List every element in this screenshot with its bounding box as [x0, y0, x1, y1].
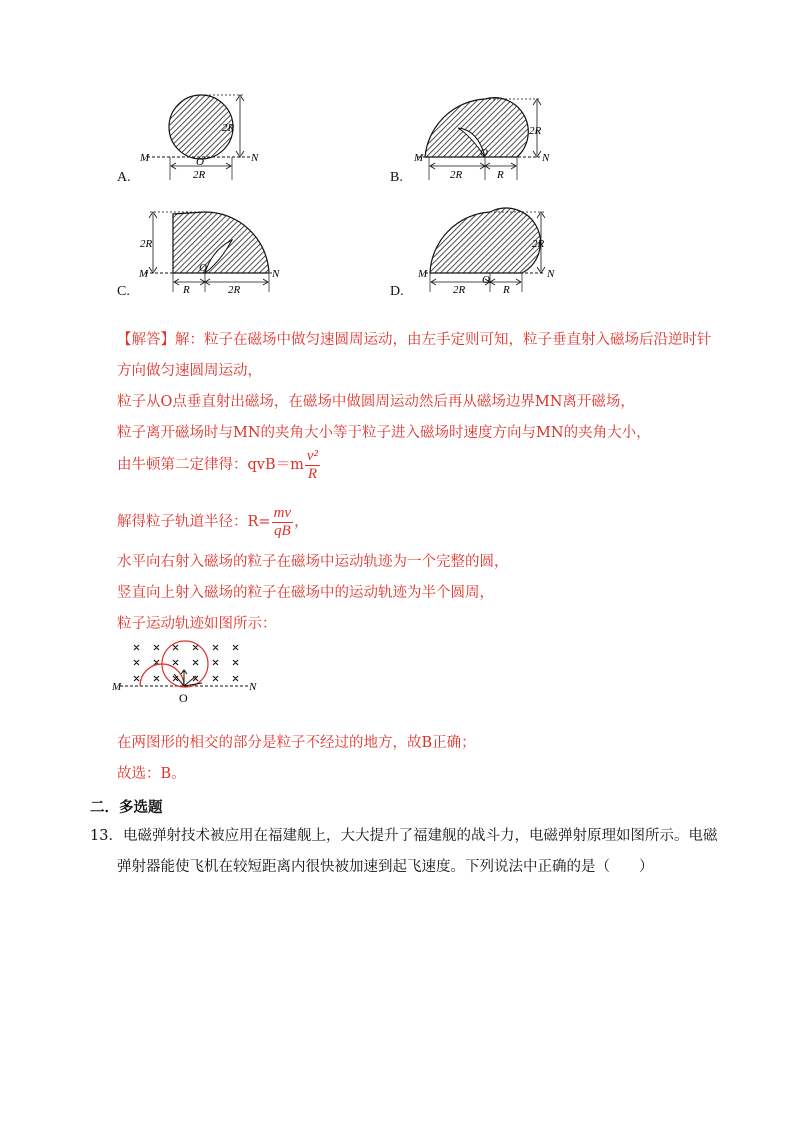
trajectory-label-o: O	[179, 691, 188, 705]
solution-line-7: 水平向右射入磁场的粒子在磁场中运动轨迹为一个完整的圆，	[117, 554, 509, 570]
svg-text:M: M	[414, 152, 424, 164]
question-13-line-1: 13．电磁弹射技术被应用在福建舰上，大大提升了福建舰的战斗力，电磁弹射原理如图所示。电磁	[90, 828, 718, 844]
trajectory-label-n: N	[249, 681, 257, 693]
solution-line-10: 在两图形的相交的部分是粒子不经过的地方，故B正确；	[117, 735, 476, 751]
solution-line-2: 方向做匀速圆周运动，	[117, 363, 262, 379]
svg-text:2R: 2R	[453, 284, 466, 296]
question-13-line-2: 弹射器能使飞机在较短距离内很快被加速到起飞速度。下列说法中正确的是（ ）	[117, 859, 654, 875]
svg-text:2R: 2R	[529, 125, 542, 137]
question-number: 13．	[90, 828, 123, 844]
solution-line-11: 故选：B。	[117, 766, 186, 782]
figure-a	[139, 95, 259, 181]
option-b-label[interactable]: B.	[390, 170, 403, 185]
section-title: 二．多选题	[90, 800, 163, 816]
figure-b	[413, 98, 550, 181]
svg-text:O: O	[480, 147, 488, 159]
svg-text:M: M	[139, 268, 149, 280]
trajectory-label-m: M	[112, 681, 122, 693]
newton-fraction: $\frac{\text{v²}}{R}$	[306, 447, 319, 482]
option-c-label[interactable]: C.	[117, 284, 130, 299]
label-2r-vertical: 2R	[222, 122, 235, 134]
svg-text:2R: 2R	[140, 238, 153, 250]
svg-text:M: M	[418, 268, 428, 280]
solution-line-3: 粒子从O点垂直射出磁场，在磁场中做圆周运动然后再从磁场边界MN离开磁场，	[117, 394, 635, 410]
solution-line-8: 竖直向上射入磁场的粒子在磁场中的运动轨迹为半个圆周，	[117, 585, 494, 601]
label-2r-horizontal: 2R	[193, 169, 206, 181]
radius-fraction: $\frac{mv}{qB}$	[273, 504, 292, 539]
option-figures	[0, 0, 800, 310]
svg-text:2R: 2R	[228, 284, 241, 296]
trajectory-figure	[110, 638, 270, 710]
svg-text:2R: 2R	[450, 169, 463, 181]
svg-text:R: R	[503, 284, 510, 296]
svg-text:N: N	[272, 268, 280, 280]
svg-text:R: R	[183, 284, 190, 296]
figure-d	[417, 208, 555, 296]
svg-text:O: O	[482, 274, 490, 286]
option-a-label[interactable]: A.	[117, 170, 131, 185]
option-d-label[interactable]: D.	[390, 284, 404, 299]
svg-text:N: N	[542, 152, 550, 164]
svg-text:R: R	[497, 169, 504, 181]
radius-equation: 解得粒子轨道半径：R= $\frac{mv}{qB}$ ，	[117, 504, 309, 539]
svg-text:N: N	[547, 268, 555, 280]
solution-line-9: 粒子运动轨迹如图所示：	[117, 616, 277, 632]
newton-equation: 由牛顿第二定律得：qvB＝m $\frac{\text{v²}}{R}$	[117, 447, 319, 482]
figure-c	[138, 212, 280, 296]
label-n: N	[251, 152, 259, 164]
label-m: M	[140, 152, 150, 164]
solution-line-1: 【解答】解：粒子在磁场中做匀速圆周运动，由左手定则可知，粒子垂直射入磁场后沿逆时针	[117, 332, 712, 348]
solution-tag: 【解答】	[117, 332, 175, 348]
svg-text:2R: 2R	[532, 238, 545, 250]
solution-line-4: 粒子离开磁场时与MN的夹角大小等于粒子进入磁场时速度方向与MN的夹角大小，	[117, 425, 651, 441]
svg-text:O: O	[199, 262, 207, 274]
label-o: O	[196, 156, 204, 168]
